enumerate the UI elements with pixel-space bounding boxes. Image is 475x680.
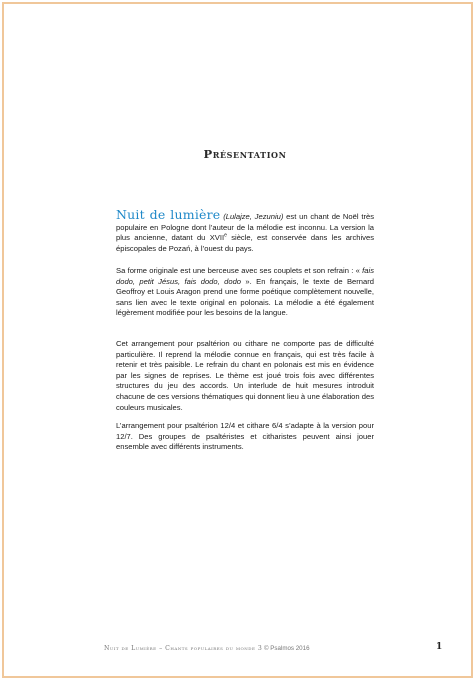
paragraph-instruments: L’arrangement pour psaltérion 12/4 et cithare 6/4 s’adapte à la version pour 12/7. Des groupes de psaltéristes et citharistes peuvent ainsi jouer ensemble avec différents instruments.	[116, 421, 374, 452]
footer-title: Nuit de Lumière – Chants populaires du monde 3	[104, 645, 263, 652]
song-original-title: (Lulajze, Jezuniu)	[223, 212, 284, 221]
paragraph-arrangement: Cet arrangement pour psaltérion ou cithare ne comporte pas de difficulté particulière. Il reprend la mélodie connue en français, qui est très facile à retenir et très paisible. Le refrain du chant en polonais est mis en évidence par les signes de reprises. Le thème est joué trois fois avec différentes structures du jeu des accords. Un interlude de huit mesures introduit chacune de ces versions thématiques qui donnent lieu à une élaboration des couleurs musicales.	[116, 339, 374, 412]
page-title: Présentation	[203, 147, 287, 161]
page-footer	[104, 645, 310, 652]
song-title: Nuit de lumière	[116, 207, 221, 222]
paragraph-origin	[116, 266, 374, 319]
paragraph-intro-text-1: est un chant de Noël très populaire en Pologne dont l’auteur de la mélodie est inconnu. La version la plus ancienne, datant du XVII	[116, 212, 374, 243]
paragraph-intro	[116, 207, 374, 254]
page-number: 1	[436, 642, 443, 652]
footer-copyright: © Psalmos 2016	[262, 645, 310, 652]
paragraph-origin-text-2: ». En français, le texte de Bernard Geoffroy et Louis Aragon prend une forme poétique complètement nouvelle, sans lien avec le texte original en polonais. La mélodie a été également légèrement modifiée pour les besoins de la langue.	[116, 276, 374, 318]
lullaby-quote: fais dodo, petit Jésus, fais dodo, dodo	[116, 266, 374, 286]
paragraph-intro-text-2: siècle, est conservée dans les archives épiscopales de Pozań, à l’ouest du pays.	[116, 233, 374, 253]
paragraph-origin-text-1: Sa forme originale est une berceuse avec ses couplets et son refrain : «	[116, 266, 363, 275]
century-superscript: e	[224, 232, 227, 239]
